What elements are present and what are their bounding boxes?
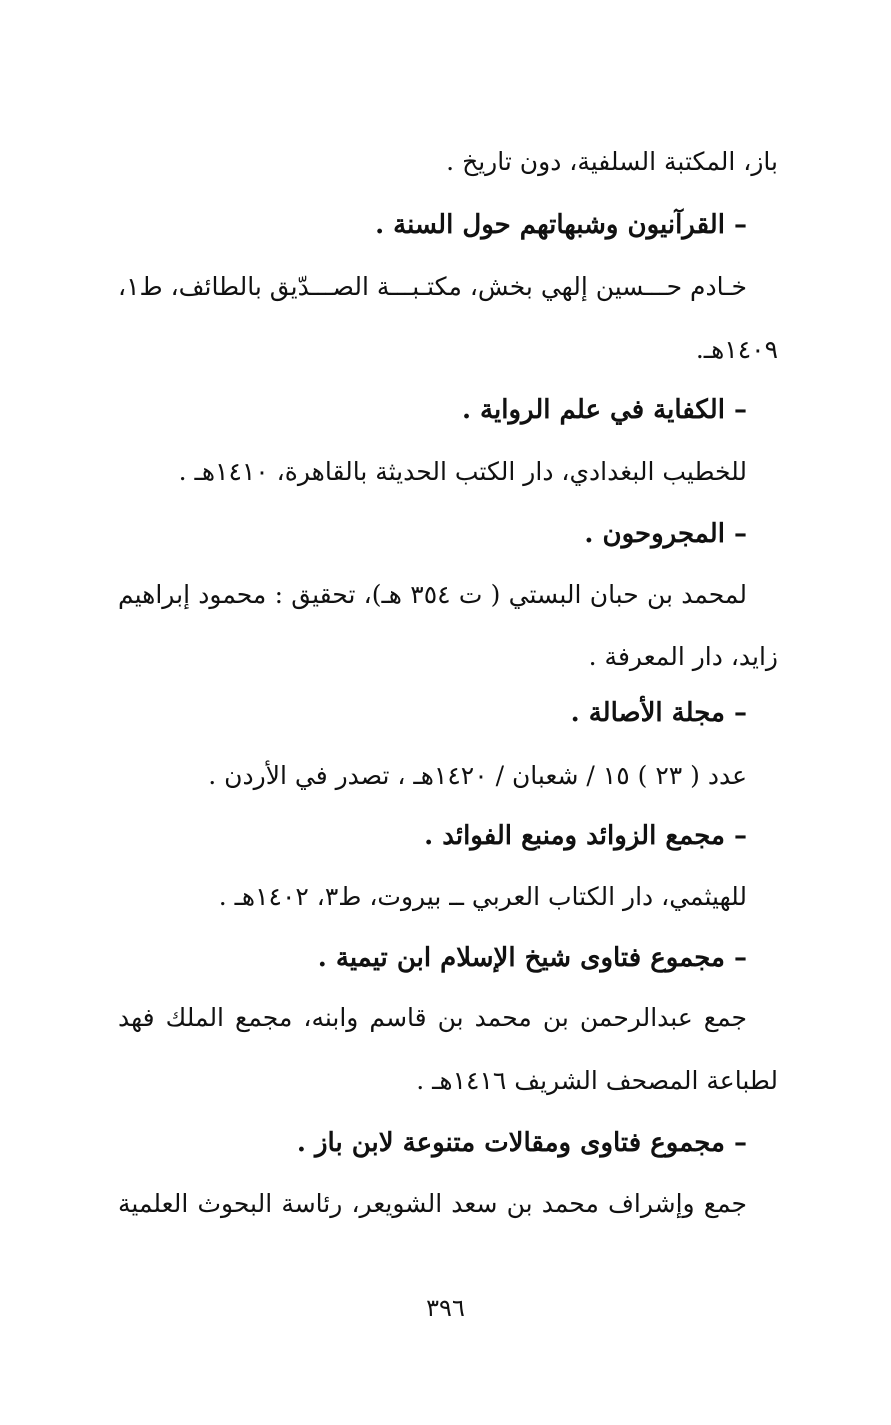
bibliography-heading: – المجروحون .	[584, 519, 747, 549]
bibliography-heading: – مجموع فتاوى شيخ الإسلام ابن تيمية .	[317, 943, 747, 973]
entry-text-line: للهيثمي، دار الكتاب العربي ــ بيروت، ط٣، ١٤٠٢هـ .	[218, 882, 747, 911]
bibliography-heading: – مجموع فتاوى ومقالات متنوعة لابن باز .	[296, 1128, 747, 1158]
entry-text-line: للخطيب البغدادي، دار الكتب الحديثة بالقاهرة، ١٤١٠هـ .	[178, 457, 747, 486]
page-number: ٣٩٦	[426, 1294, 465, 1322]
entry-continuation-line: باز، المكتبة السلفية، دون تاريخ .	[446, 147, 778, 176]
entry-text-line: جمع عبدالرحمن بن محمد بن قاسم وابنه، مجمع الملك فهد	[118, 1003, 747, 1032]
entry-text-line: خـادم حـــسين إلهي بخش، مكتـبـــة الصـــدّيق بالطائف، ط١،	[118, 272, 747, 301]
bibliography-heading: – مجلة الأصالة .	[570, 698, 747, 728]
bibliography-heading: – الكفاية في علم الرواية .	[461, 395, 747, 425]
bibliography-heading: – مجمع الزوائد ومنبع الفوائد .	[424, 821, 747, 851]
entry-text-line: جمع وإشراف محمد بن سعد الشويعر، رئاسة البحوث العلمية	[118, 1189, 747, 1218]
entry-text-line: عدد ( ٢٣ ) ١٥ / شعبان / ١٤٢٠هـ ، تصدر في الأردن .	[208, 761, 747, 790]
entry-text-line: لطباعة المصحف الشريف ١٤١٦هـ .	[416, 1066, 778, 1095]
entry-text-line: لمحمد بن حبان البستي ( ت ٣٥٤ هـ)، تحقيق : محمود إبراهيم	[118, 580, 747, 609]
bibliography-heading: – القرآنيون وشبهاتهم حول السنة .	[375, 210, 747, 240]
entry-text-line: ١٤٠٩هـ.	[695, 335, 778, 364]
entry-text-line: زايد، دار المعرفة .	[588, 642, 778, 671]
